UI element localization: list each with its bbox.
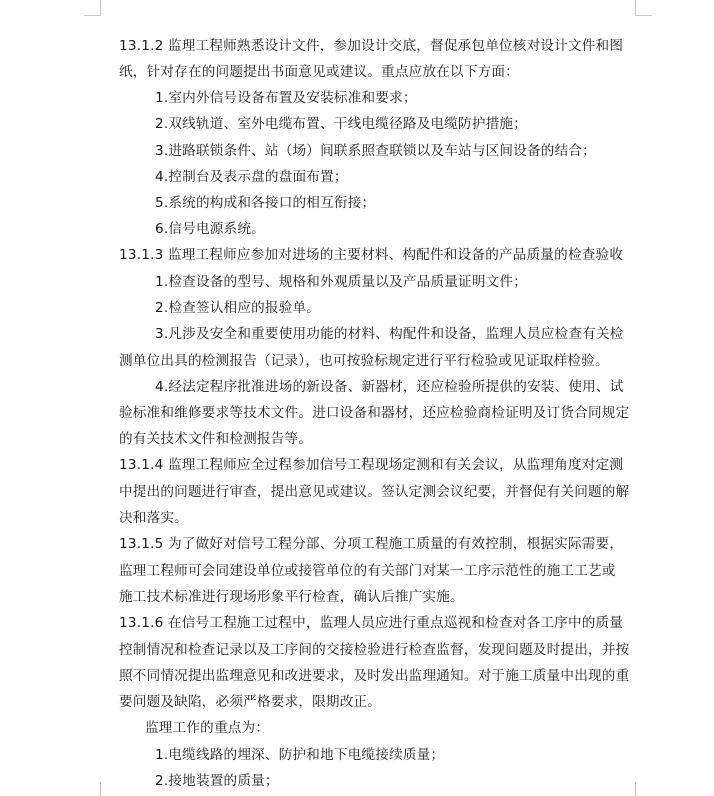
corner-mark-top-left xyxy=(84,15,100,16)
text-line: 施工技术标准进行现场形象平行检查，确认后推广实施。 xyxy=(119,589,464,605)
text-line: 决和落实。 xyxy=(119,510,188,526)
list-item: 4.经法定程序批准进场的新设备、新器材，还应检验所提供的安装、使用、试 xyxy=(155,379,624,395)
text-line: 纸，针对存在的问题提出书面意见或建议。重点应放在以下方面： xyxy=(119,64,520,80)
text-line: 测单位出具的检测报告（记录），也可按验标规定进行平行检验或见证取样检验。 xyxy=(119,353,609,369)
corner-mark-bottom-left xyxy=(100,782,101,796)
list-item: 2.接地装置的质量； xyxy=(155,773,279,789)
corner-mark-top-left xyxy=(100,0,101,16)
list-item: 1.电缆线路的埋深、防护和地下电缆接续质量； xyxy=(155,747,445,763)
list-item: 5.系统的构成和各接口的相互衔接； xyxy=(155,195,376,211)
text-line: 13.1.4 监理工程师应全过程参加信号工程现场定测和有关会议，从监理角度对定测 xyxy=(119,457,624,473)
corner-mark-bottom-right xyxy=(635,782,636,796)
list-item: 6.信号电源系统。 xyxy=(155,221,265,237)
list-item: 4.控制台及表示盘的盘面布置； xyxy=(155,169,348,185)
text-line: 13.1.6 在信号工程施工过程中，监理人员应进行重点巡视和检查对各工序中的质量 xyxy=(119,615,624,631)
text-line: 验标准和维修要求等技术文件。进口设备和器材，还应检验商检证明及订货合同规定 xyxy=(119,405,630,421)
section-heading: 监理工作的重点为： xyxy=(145,720,270,736)
text-line: 中提出的问题进行审查，提出意见或建议。签认定测会议纪要，并督促有关问题的解 xyxy=(119,484,630,500)
list-item: 3.进路联锁条件、站（场）间联系照查联锁以及车站与区间设备的结合； xyxy=(155,143,596,159)
list-item: 2.检查签认相应的报验单。 xyxy=(155,300,321,316)
text-line: 13.1.5 为了做好对信号工程分部、分项工程施工质量的有效控制，根据实际需要， xyxy=(119,536,624,552)
text-line: 13.1.3 监理工程师应参加对进场的主要材料、构配件和设备的产品质量的检查验收 xyxy=(119,247,624,263)
list-item: 2.双线轨道、室外电缆布置、干线电缆径路及电缆防护措施； xyxy=(155,116,528,132)
list-item: 3.凡涉及安全和重要使用功能的材料、构配件和设备，监理人员应检查有关检 xyxy=(155,326,624,342)
text-line: 要问题及缺陷，必须严格要求，限期改正。 xyxy=(119,694,382,710)
corner-mark-top-right xyxy=(635,0,636,16)
list-item: 1.检查设备的型号、规格和外观质量以及产品质量证明文件； xyxy=(155,274,528,290)
text-line: 照不同情况提出监理意见和改进要求，及时发出监理通知。对于施工质量中出现的重 xyxy=(119,668,630,684)
corner-mark-top-right xyxy=(636,15,652,16)
text-line: 13.1.2 监理工程师熟悉设计文件，参加设计交底，督促承包单位核对设计文件和图 xyxy=(119,38,624,54)
text-line: 控制情况和检查记录以及工序间的交接检验进行检查监督，发现问题及时提出，并按 xyxy=(119,642,630,658)
list-item: 1.室内外信号设备布置及安装标准和要求； xyxy=(155,90,417,106)
text-line: 监理工程师可会同建设单位或接管单位的有关部门对某一工序示范性的施工工艺或 xyxy=(119,563,616,579)
text-line: 的有关技术文件和检测报告等。 xyxy=(119,431,313,447)
